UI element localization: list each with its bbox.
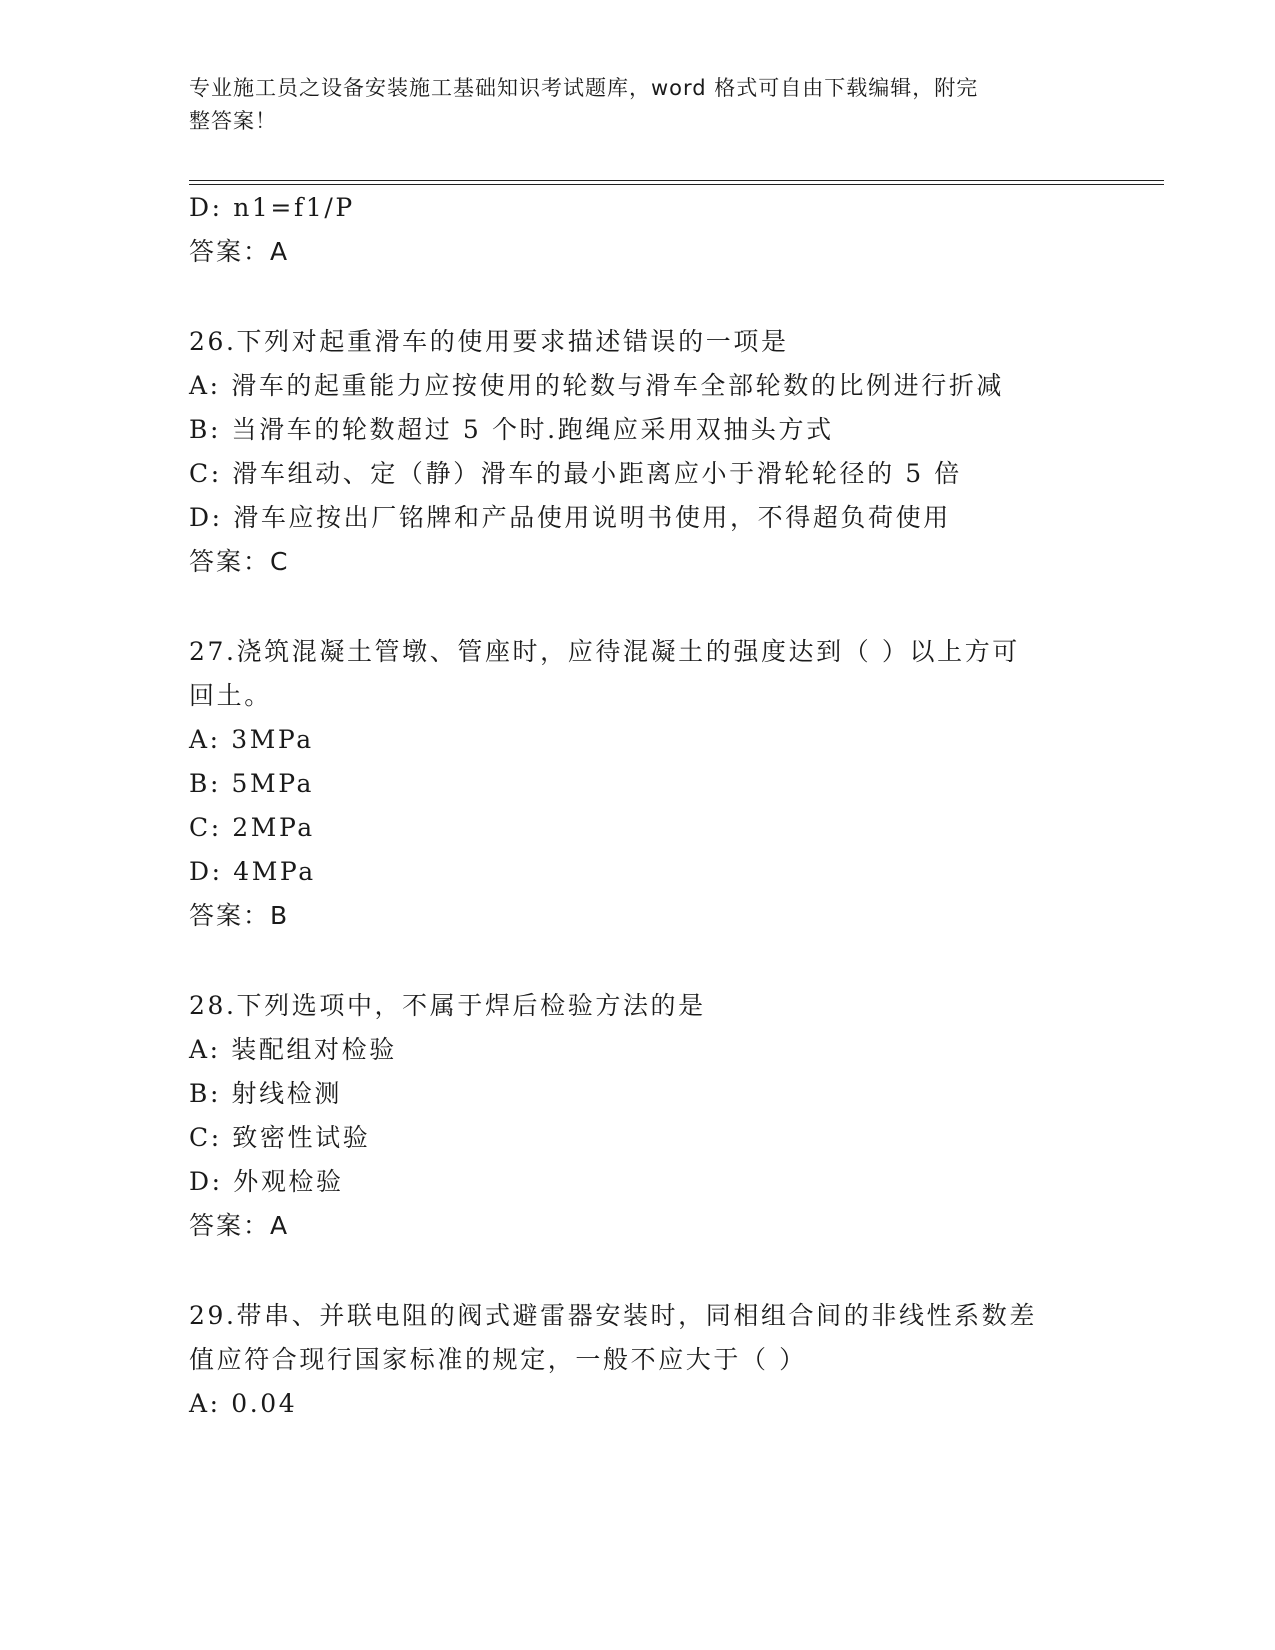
prev-option-d: D: n1=f1/P <box>189 193 355 222</box>
q26-option-d: D: 滑车应按出厂铭牌和产品使用说明书使用，不得超负荷使用 <box>189 503 951 532</box>
prev-answer: 答案：A <box>189 237 290 266</box>
q28-answer: 答案：A <box>189 1211 290 1240</box>
q28-option-d: D: 外观检验 <box>189 1167 344 1196</box>
q27-option-d: D: 4MPa <box>189 857 316 886</box>
q29-stem-line-1: 29.带串、并联电阻的阀式避雷器安装时，同相组合间的非线性系数差 <box>189 1301 1037 1330</box>
q26-answer: 答案：C <box>189 547 290 576</box>
q28-option-c: C: 致密性试验 <box>189 1123 371 1152</box>
q29-stem-line-2: 值应符合现行国家标准的规定，一般不应大于（ ） <box>189 1345 807 1374</box>
q27-stem-line-2: 回土。 <box>189 681 272 710</box>
document-header <box>189 72 1089 138</box>
q26-stem: 26.下列对起重滑车的使用要求描述错误的一项是 <box>189 327 789 356</box>
header-line-1: 专业施工员之设备安装施工基础知识考试题库，word 格式可自由下载编辑，附完 <box>189 76 979 100</box>
header-divider-bottom <box>189 184 1164 185</box>
q27-option-c: C: 2MPa <box>189 813 315 842</box>
q27-option-a: A: 3MPa <box>189 725 314 754</box>
q26-option-a: A: 滑车的起重能力应按使用的轮数与滑车全部轮数的比例进行折减 <box>189 371 1005 400</box>
header-line-2: 整答案！ <box>189 109 277 133</box>
q28-option-a: A: 装配组对检验 <box>189 1035 397 1064</box>
q27-answer: 答案：B <box>189 901 290 930</box>
q28-option-b: B: 射线检测 <box>189 1079 342 1108</box>
header-divider-top <box>189 180 1164 181</box>
q27-stem-line-1: 27.浇筑混凝土管墩、管座时，应待混凝土的强度达到（ ）以上方可 <box>189 637 1020 666</box>
q28-stem: 28.下列选项中，不属于焊后检验方法的是 <box>189 991 706 1020</box>
q29-option-a: A: 0.04 <box>189 1389 298 1418</box>
q27-option-b: B: 5MPa <box>189 769 315 798</box>
q26-option-c: C: 滑车组动、定（静）滑车的最小距离应小于滑轮轮径的 5 倍 <box>189 459 962 488</box>
q26-option-b: B: 当滑车的轮数超过 5 个时.跑绳应采用双抽头方式 <box>189 415 834 444</box>
